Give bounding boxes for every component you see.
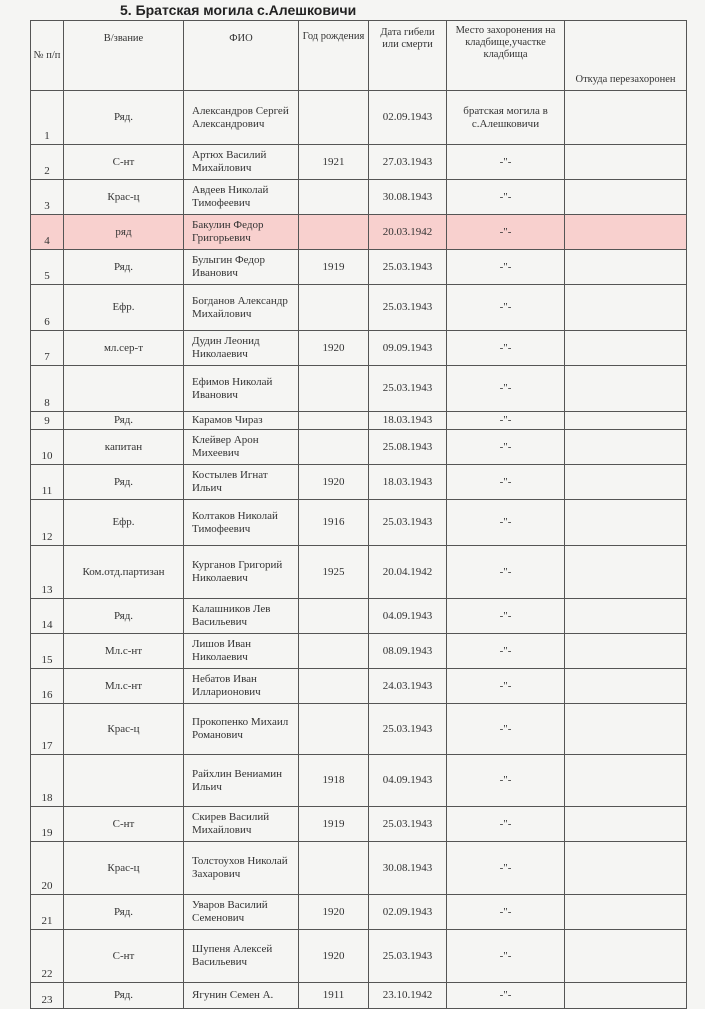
row-number: 12 <box>31 500 64 546</box>
row-reburied-from <box>565 366 687 412</box>
row-death-date: 30.08.1943 <box>369 842 447 895</box>
row-reburied-from <box>565 842 687 895</box>
row-burial-place: -"- <box>447 546 565 599</box>
row-number: 17 <box>31 704 64 755</box>
row-number: 9 <box>31 412 64 430</box>
row-death-date: 25.08.1943 <box>369 430 447 465</box>
row-burial-place: -"- <box>447 755 565 807</box>
row-birth-year <box>299 285 369 331</box>
row-rank: Мл.с-нт <box>64 669 184 704</box>
header-death: Дата гибели или смерти <box>369 21 447 91</box>
row-number: 11 <box>31 465 64 500</box>
table-row <box>31 412 687 430</box>
row-fio: Курганов Григорий Николаевич <box>184 546 299 599</box>
row-birth-year <box>299 669 369 704</box>
row-burial-place: -"- <box>447 842 565 895</box>
row-rank: капитан <box>64 430 184 465</box>
row-rank: Ряд. <box>64 465 184 500</box>
row-birth-year <box>299 599 369 634</box>
row-birth-year <box>299 704 369 755</box>
row-number: 15 <box>31 634 64 669</box>
table-row <box>31 599 687 634</box>
row-burial-place: -"- <box>447 331 565 366</box>
row-death-date: 04.09.1943 <box>369 599 447 634</box>
row-birth-year <box>299 366 369 412</box>
row-birth-year: 1920 <box>299 331 369 366</box>
row-burial-place: -"- <box>447 704 565 755</box>
row-rank: С-нт <box>64 807 184 842</box>
table-row <box>31 546 687 599</box>
table-row <box>31 807 687 842</box>
row-burial-place: -"- <box>447 215 565 250</box>
table-row <box>31 983 687 1009</box>
row-number: 2 <box>31 145 64 180</box>
row-number: 21 <box>31 895 64 930</box>
row-burial-place: -"- <box>447 669 565 704</box>
row-fio: Карамов Чираз <box>184 412 299 430</box>
row-rank: Крас-ц <box>64 180 184 215</box>
row-reburied-from <box>565 704 687 755</box>
row-burial-place: -"- <box>447 895 565 930</box>
table-row <box>31 842 687 895</box>
row-birth-year <box>299 634 369 669</box>
row-number: 18 <box>31 755 64 807</box>
row-rank: Ком.отд.партизан <box>64 546 184 599</box>
row-fio: Бакулин Федор Григорьевич <box>184 215 299 250</box>
row-fio: Прокопенко Михаил Романович <box>184 704 299 755</box>
table-row <box>31 930 687 983</box>
row-fio: Ефимов Николай Иванович <box>184 366 299 412</box>
row-burial-place: -"- <box>447 430 565 465</box>
row-rank: Ефр. <box>64 500 184 546</box>
row-death-date: 25.03.1943 <box>369 366 447 412</box>
row-burial-place: -"- <box>447 599 565 634</box>
row-number: 4 <box>31 215 64 250</box>
burial-table <box>30 20 687 1009</box>
row-fio: Колтаков Николай Тимофеевич <box>184 500 299 546</box>
row-rank: Ефр. <box>64 285 184 331</box>
row-rank: Ряд. <box>64 895 184 930</box>
row-rank <box>64 755 184 807</box>
table-row <box>31 285 687 331</box>
row-rank: Ряд. <box>64 250 184 285</box>
row-number: 13 <box>31 546 64 599</box>
row-death-date: 02.09.1943 <box>369 91 447 145</box>
row-reburied-from <box>565 145 687 180</box>
row-reburied-from <box>565 669 687 704</box>
row-birth-year: 1919 <box>299 807 369 842</box>
header-fio: ФИО <box>184 21 299 91</box>
row-number: 14 <box>31 599 64 634</box>
row-reburied-from <box>565 546 687 599</box>
row-death-date: 18.03.1943 <box>369 412 447 430</box>
row-fio: Райхлин Вениамин Ильич <box>184 755 299 807</box>
row-fio: Калашников Лев Васильевич <box>184 599 299 634</box>
table-body <box>31 91 687 1009</box>
header-rank: В/звание <box>64 21 184 91</box>
row-death-date: 25.03.1943 <box>369 250 447 285</box>
row-number: 22 <box>31 930 64 983</box>
row-fio: Небатов Иван Илларионович <box>184 669 299 704</box>
header-year: Год рождения <box>299 21 369 91</box>
table-row <box>31 465 687 500</box>
row-birth-year <box>299 412 369 430</box>
row-reburied-from <box>565 331 687 366</box>
row-rank: Ряд. <box>64 983 184 1009</box>
row-fio: Артюх Василий Михайлович <box>184 145 299 180</box>
row-death-date: 25.03.1943 <box>369 807 447 842</box>
row-number: 5 <box>31 250 64 285</box>
row-rank: Мл.с-нт <box>64 634 184 669</box>
table-row <box>31 250 687 285</box>
row-number: 8 <box>31 366 64 412</box>
row-burial-place: -"- <box>447 807 565 842</box>
row-burial-place: -"- <box>447 983 565 1009</box>
row-birth-year: 1911 <box>299 983 369 1009</box>
row-death-date: 23.10.1942 <box>369 983 447 1009</box>
row-rank: Крас-ц <box>64 704 184 755</box>
table-row <box>31 366 687 412</box>
row-rank: мл.сер-т <box>64 331 184 366</box>
row-birth-year <box>299 180 369 215</box>
row-birth-year: 1920 <box>299 895 369 930</box>
row-number: 10 <box>31 430 64 465</box>
row-rank: ряд <box>64 215 184 250</box>
header-place: Место захоронения на кладбище,участке кладбища <box>447 21 565 91</box>
row-fio: Скирев Василий Михайлович <box>184 807 299 842</box>
row-number: 23 <box>31 983 64 1009</box>
row-birth-year: 1919 <box>299 250 369 285</box>
table-header-row <box>31 21 687 91</box>
row-burial-place: братская могила в с.Алешковичи <box>447 91 565 145</box>
row-reburied-from <box>565 895 687 930</box>
row-burial-place: -"- <box>447 180 565 215</box>
row-death-date: 08.09.1943 <box>369 634 447 669</box>
row-fio: Костылев Игнат Ильич <box>184 465 299 500</box>
row-fio: Лишов Иван Николаевич <box>184 634 299 669</box>
row-birth-year: 1920 <box>299 930 369 983</box>
row-number: 7 <box>31 331 64 366</box>
row-rank: Ряд. <box>64 599 184 634</box>
table-row <box>31 215 687 250</box>
row-birth-year: 1920 <box>299 465 369 500</box>
row-burial-place: -"- <box>447 465 565 500</box>
table-row <box>31 430 687 465</box>
row-reburied-from <box>565 91 687 145</box>
row-reburied-from <box>565 215 687 250</box>
row-fio: Клейвер Арон Михеевич <box>184 430 299 465</box>
row-fio: Уваров Василий Семенович <box>184 895 299 930</box>
row-death-date: 20.04.1942 <box>369 546 447 599</box>
row-burial-place: -"- <box>447 285 565 331</box>
row-burial-place: -"- <box>447 145 565 180</box>
row-fio: Булыгин Федор Иванович <box>184 250 299 285</box>
row-burial-place: -"- <box>447 930 565 983</box>
row-death-date: 02.09.1943 <box>369 895 447 930</box>
row-fio: Толстоухов Николай Захарович <box>184 842 299 895</box>
row-reburied-from <box>565 180 687 215</box>
row-death-date: 20.03.1942 <box>369 215 447 250</box>
row-death-date: 27.03.1943 <box>369 145 447 180</box>
row-death-date: 25.03.1943 <box>369 285 447 331</box>
row-reburied-from <box>565 412 687 430</box>
row-birth-year: 1921 <box>299 145 369 180</box>
row-birth-year <box>299 842 369 895</box>
row-reburied-from <box>565 599 687 634</box>
row-birth-year <box>299 91 369 145</box>
row-burial-place: -"- <box>447 634 565 669</box>
row-reburied-from <box>565 634 687 669</box>
row-burial-place: -"- <box>447 366 565 412</box>
row-death-date: 18.03.1943 <box>369 465 447 500</box>
row-rank <box>64 366 184 412</box>
row-fio: Богданов Александр Михайлович <box>184 285 299 331</box>
row-number: 3 <box>31 180 64 215</box>
row-birth-year: 1918 <box>299 755 369 807</box>
row-death-date: 25.03.1943 <box>369 930 447 983</box>
row-death-date: 24.03.1943 <box>369 669 447 704</box>
row-fio: Шупеня Алексей Васильевич <box>184 930 299 983</box>
row-number: 19 <box>31 807 64 842</box>
row-number: 16 <box>31 669 64 704</box>
row-fio: Дудин Леонид Николаевич <box>184 331 299 366</box>
row-reburied-from <box>565 983 687 1009</box>
row-reburied-from <box>565 500 687 546</box>
table-row <box>31 704 687 755</box>
row-rank: С-нт <box>64 930 184 983</box>
row-number: 6 <box>31 285 64 331</box>
row-burial-place: -"- <box>447 250 565 285</box>
row-birth-year: 1925 <box>299 546 369 599</box>
row-birth-year <box>299 430 369 465</box>
row-rank: Крас-ц <box>64 842 184 895</box>
row-reburied-from <box>565 285 687 331</box>
header-num: № п/п <box>31 21 64 91</box>
row-rank: Ряд. <box>64 91 184 145</box>
table-row <box>31 145 687 180</box>
row-reburied-from <box>565 430 687 465</box>
row-fio: Александров Сергей Александрович <box>184 91 299 145</box>
row-number: 20 <box>31 842 64 895</box>
table-row <box>31 331 687 366</box>
table-row <box>31 91 687 145</box>
row-birth-year <box>299 215 369 250</box>
row-birth-year: 1916 <box>299 500 369 546</box>
row-number: 1 <box>31 91 64 145</box>
row-reburied-from <box>565 465 687 500</box>
header-from: Откуда перезахоронен <box>565 21 687 91</box>
table-row <box>31 180 687 215</box>
row-fio: Ягунин Семен А. <box>184 983 299 1009</box>
row-rank: С-нт <box>64 145 184 180</box>
table-row <box>31 755 687 807</box>
row-death-date: 09.09.1943 <box>369 331 447 366</box>
row-reburied-from <box>565 807 687 842</box>
table-row <box>31 634 687 669</box>
row-reburied-from <box>565 755 687 807</box>
row-death-date: 30.08.1943 <box>369 180 447 215</box>
row-burial-place: -"- <box>447 412 565 430</box>
table-row <box>31 500 687 546</box>
row-fio: Авдеев Николай Тимофеевич <box>184 180 299 215</box>
row-reburied-from <box>565 250 687 285</box>
row-death-date: 04.09.1943 <box>369 755 447 807</box>
row-burial-place: -"- <box>447 500 565 546</box>
row-death-date: 25.03.1943 <box>369 704 447 755</box>
table-row <box>31 895 687 930</box>
table-row <box>31 669 687 704</box>
row-reburied-from <box>565 930 687 983</box>
row-rank: Ряд. <box>64 412 184 430</box>
page-title: 5. Братская могила с.Алешковичи <box>120 2 357 18</box>
row-death-date: 25.03.1943 <box>369 500 447 546</box>
